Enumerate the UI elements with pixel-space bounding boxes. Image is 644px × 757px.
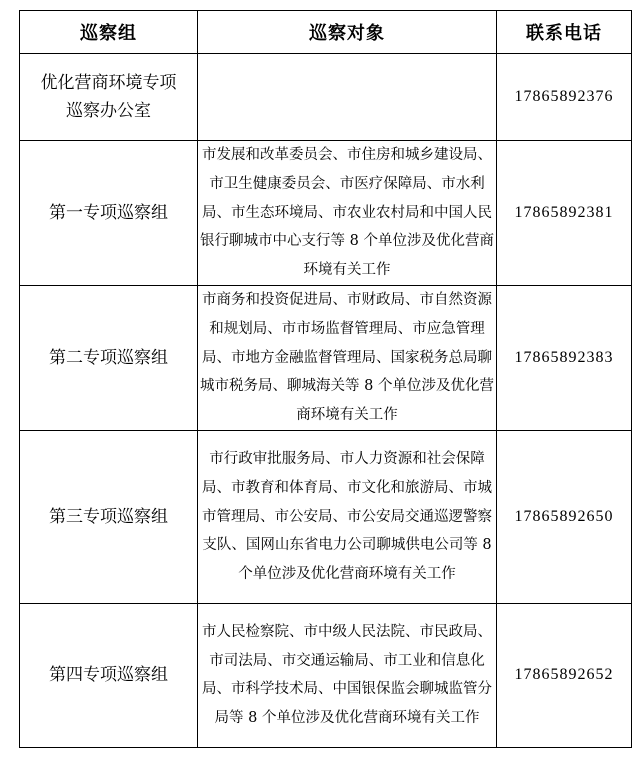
table-row — [20, 141, 632, 286]
inspection-target — [198, 54, 497, 141]
group-name: 第四专项巡察组 — [20, 603, 198, 747]
contact-phone: 17865892383 — [497, 285, 632, 430]
table-row — [20, 603, 632, 747]
header-group: 巡察组 — [20, 11, 198, 54]
group-name: 第三专项巡察组 — [20, 430, 198, 603]
group-name-text: 优化营商环境专项巡察办公室 — [40, 73, 177, 121]
contact-phone: 17865892652 — [497, 603, 632, 747]
table-row — [20, 54, 632, 141]
inspection-target: 市商务和投资促进局、市财政局、市自然资源和规划局、市市场监督管理局、市应急管理局、市地方金融监督管理局、国家税务总局聊城市税务局、聊城海关等 8 个单位涉及优化营商环境有关工作 — [198, 285, 497, 430]
contact-phone: 17865892650 — [497, 430, 632, 603]
table-row — [20, 285, 632, 430]
inspection-group-table — [19, 10, 632, 748]
inspection-target: 市发展和改革委员会、市住房和城乡建设局、市卫生健康委员会、市医疗保障局、市水利局、市生态环境局、市农业农村局和中国人民银行聊城市中心支行等 8 个单位涉及优化营商环境有关工作 — [198, 141, 497, 286]
header-target: 巡察对象 — [198, 11, 497, 54]
contact-phone: 17865892376 — [497, 54, 632, 141]
contact-phone: 17865892381 — [497, 141, 632, 286]
group-name — [20, 54, 198, 141]
group-name: 第一专项巡察组 — [20, 141, 198, 286]
table-header-row — [20, 11, 632, 54]
table-row — [20, 430, 632, 603]
group-name: 第二专项巡察组 — [20, 285, 198, 430]
header-phone: 联系电话 — [497, 11, 632, 54]
inspection-target: 市人民检察院、市中级人民法院、市民政局、市司法局、市交通运输局、市工业和信息化局、市科学技术局、中国银保监会聊城监管分局等 8 个单位涉及优化营商环境有关工作 — [198, 603, 497, 747]
inspection-target: 市行政审批服务局、市人力资源和社会保障局、市教育和体育局、市文化和旅游局、市城市管理局、市公安局、市公安局交通巡逻警察支队、国网山东省电力公司聊城供电公司等 8 个单位涉及优化营商环境有关工作 — [198, 430, 497, 603]
